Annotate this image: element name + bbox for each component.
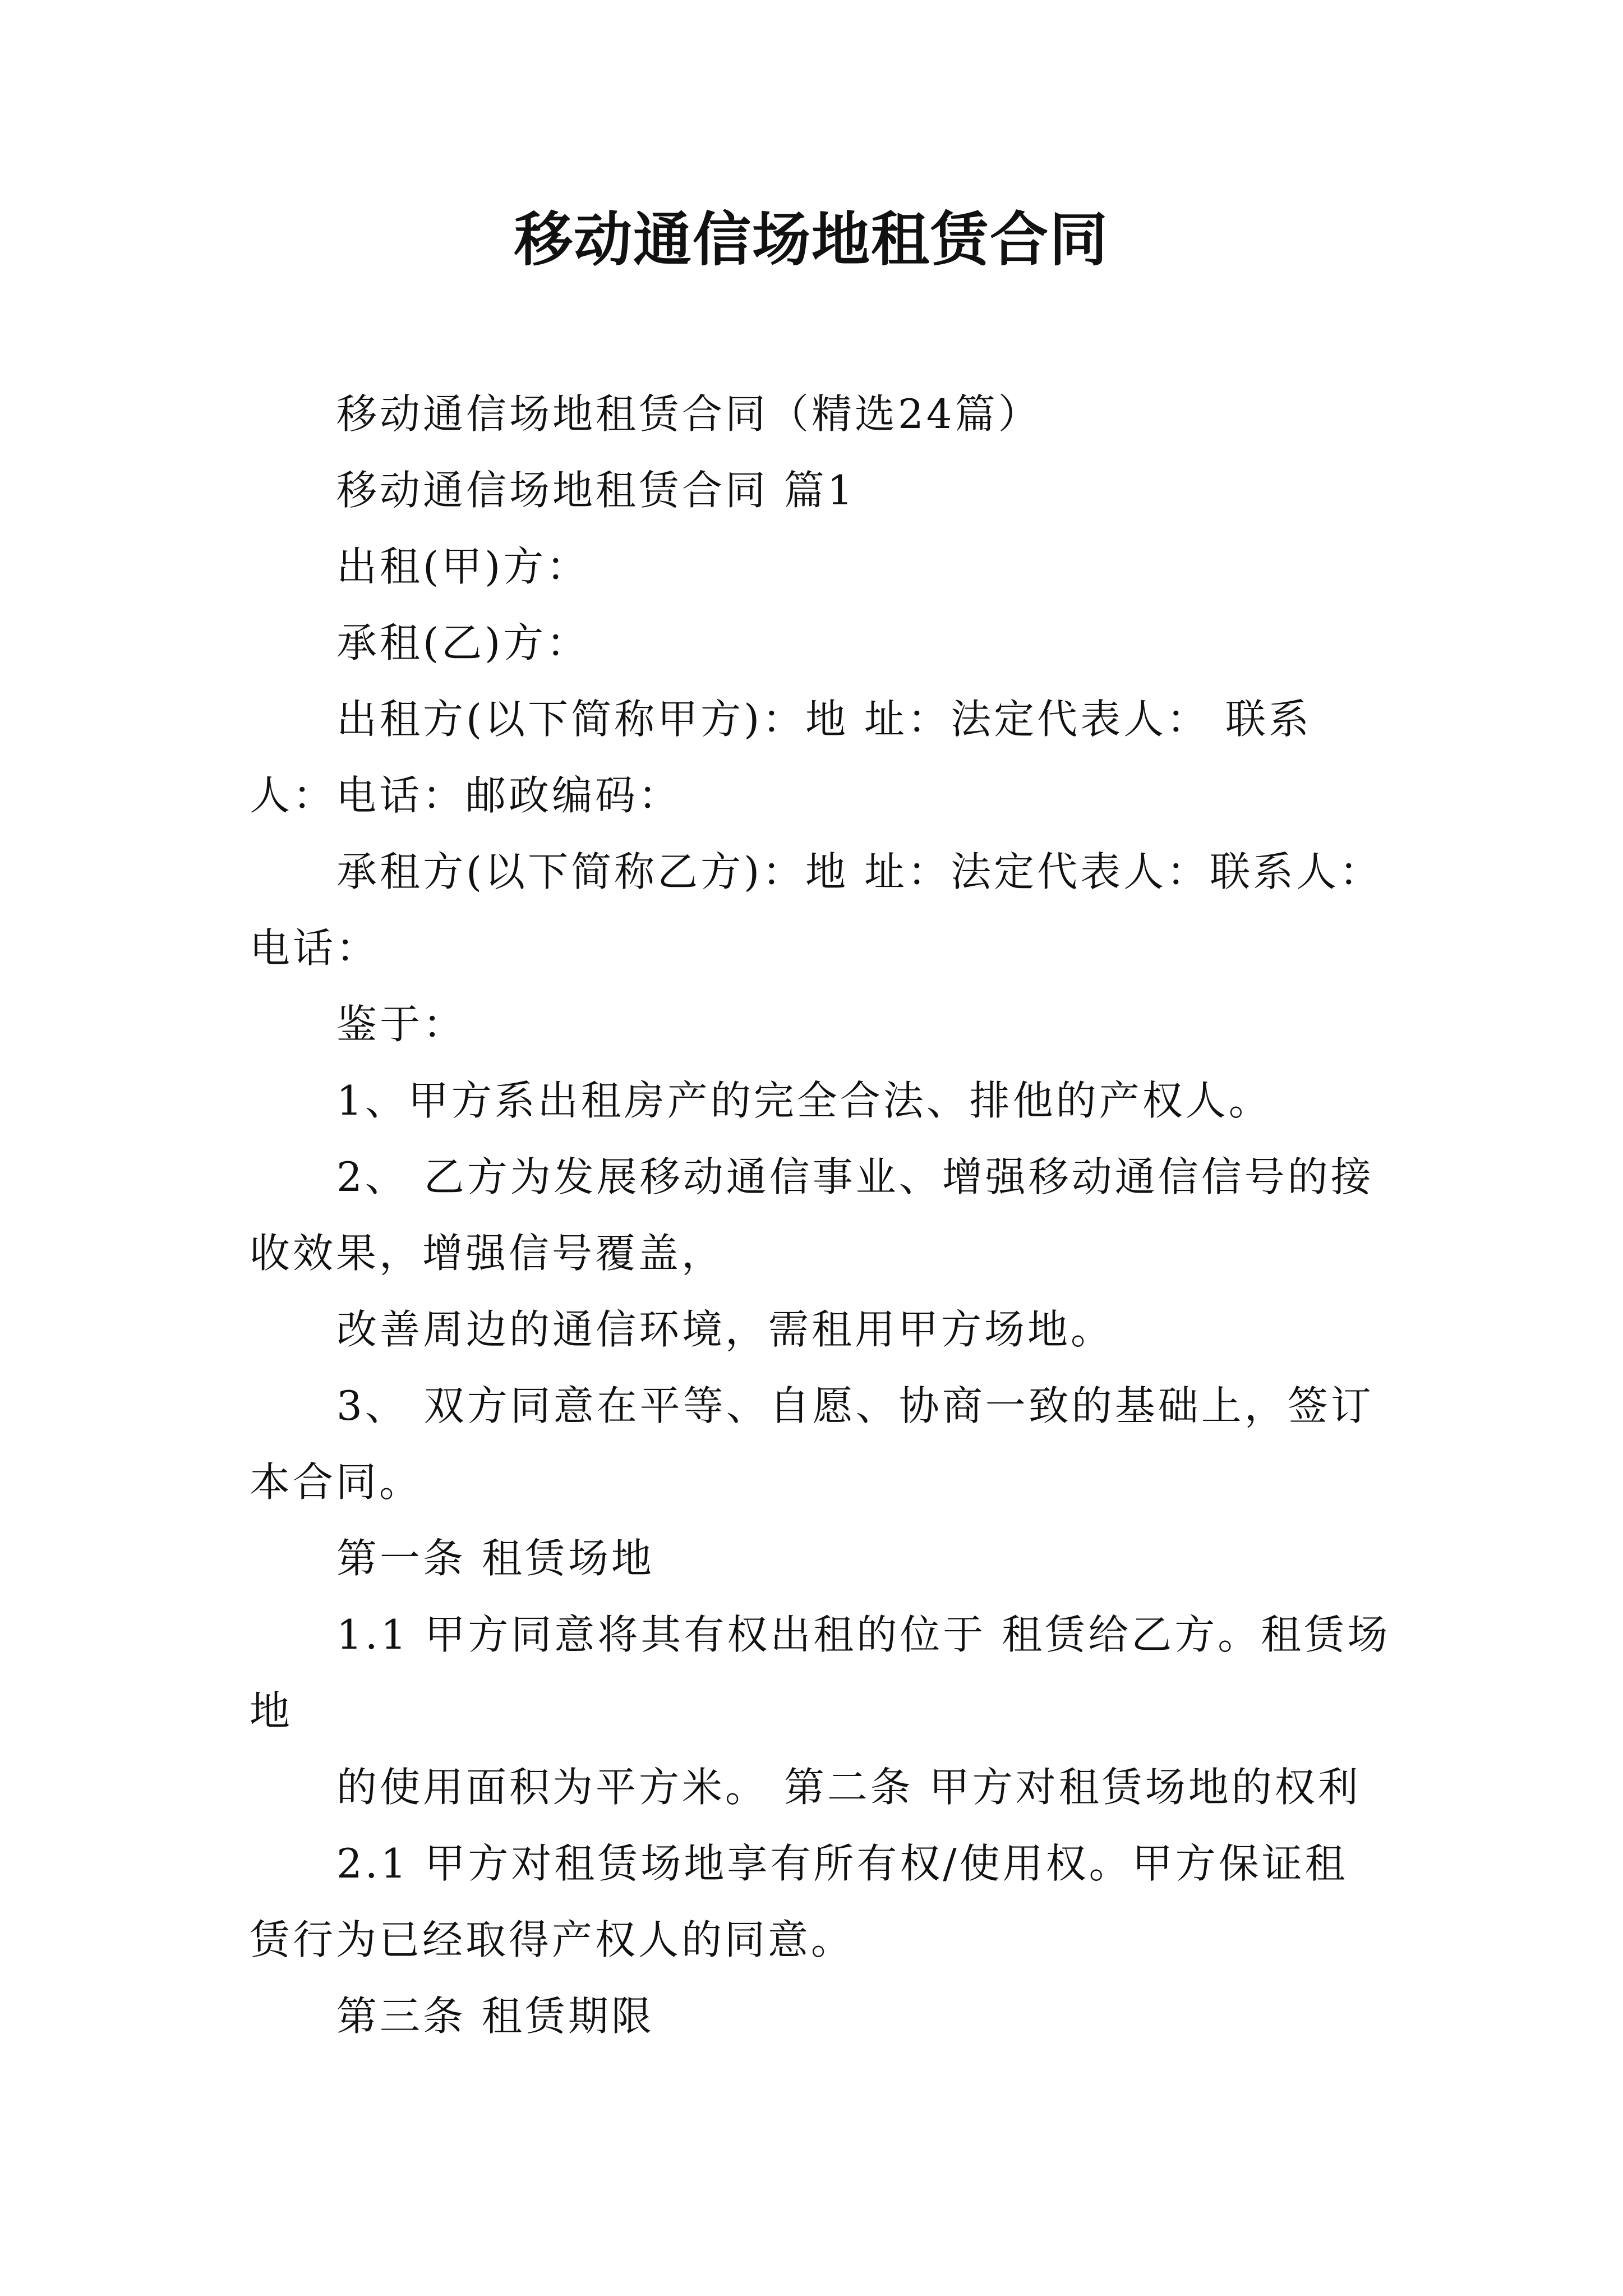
paragraph-article-1-heading: 第一条 租赁场地 bbox=[336, 1535, 654, 1582]
paragraph-recital-2-cont: 改善周边的通信环境，需租用甲方场地。 bbox=[336, 1306, 1114, 1353]
paragraph-article-3-heading: 第三条 租赁期限 bbox=[336, 1993, 654, 2040]
paragraph-article-label: 移动通信场地租赁合同 篇1 bbox=[336, 467, 856, 514]
paragraph-lessee: 承租(乙)方： bbox=[336, 619, 590, 666]
paragraph-party-a-details: 出租方(以下简称甲方)：地 址：法定代表人： 联系人：电话：邮政编码： bbox=[250, 696, 1312, 819]
paragraph-party-b-details: 承租方(以下简称乙方)：地 址：法定代表人：联系人：电话： bbox=[250, 848, 1383, 972]
paragraph-lessor: 出租(甲)方： bbox=[336, 543, 590, 590]
paragraph-whereas: 鉴于： bbox=[336, 1001, 467, 1048]
paragraph-recital-3: 3、 双方同意在平等、自愿、协商一致的基础上，签订本合同。 bbox=[250, 1382, 1374, 1506]
document-body bbox=[250, 376, 1391, 2054]
document-title: 移动通信场地租赁合同 bbox=[514, 205, 1109, 274]
paragraph-clause-1-1: 1.1 甲方同意将其有权出租的位于 租赁给乙方。租赁场地 bbox=[250, 1611, 1391, 1734]
paragraph-recital-2: 2、 乙方为发展移动通信事业、增强移动通信信号的接收效果，增强信号覆盖， bbox=[250, 1153, 1374, 1277]
paragraph-heading-selection: 移动通信场地租赁合同（精选24篇） bbox=[336, 390, 1041, 438]
paragraph-recital-1: 1、甲方系出租房产的完全合法、排他的产权人。 bbox=[336, 1077, 1272, 1124]
paragraph-clause-2-1: 2.1 甲方对租赁场地享有所有权/使用权。甲方保证租赁行为已经取得产权人的同意。 bbox=[250, 1840, 1348, 1963]
paragraph-clause-1-1-cont: 的使用面积为平方米。 第二条 甲方对租赁场地的权利 bbox=[336, 1764, 1361, 1811]
